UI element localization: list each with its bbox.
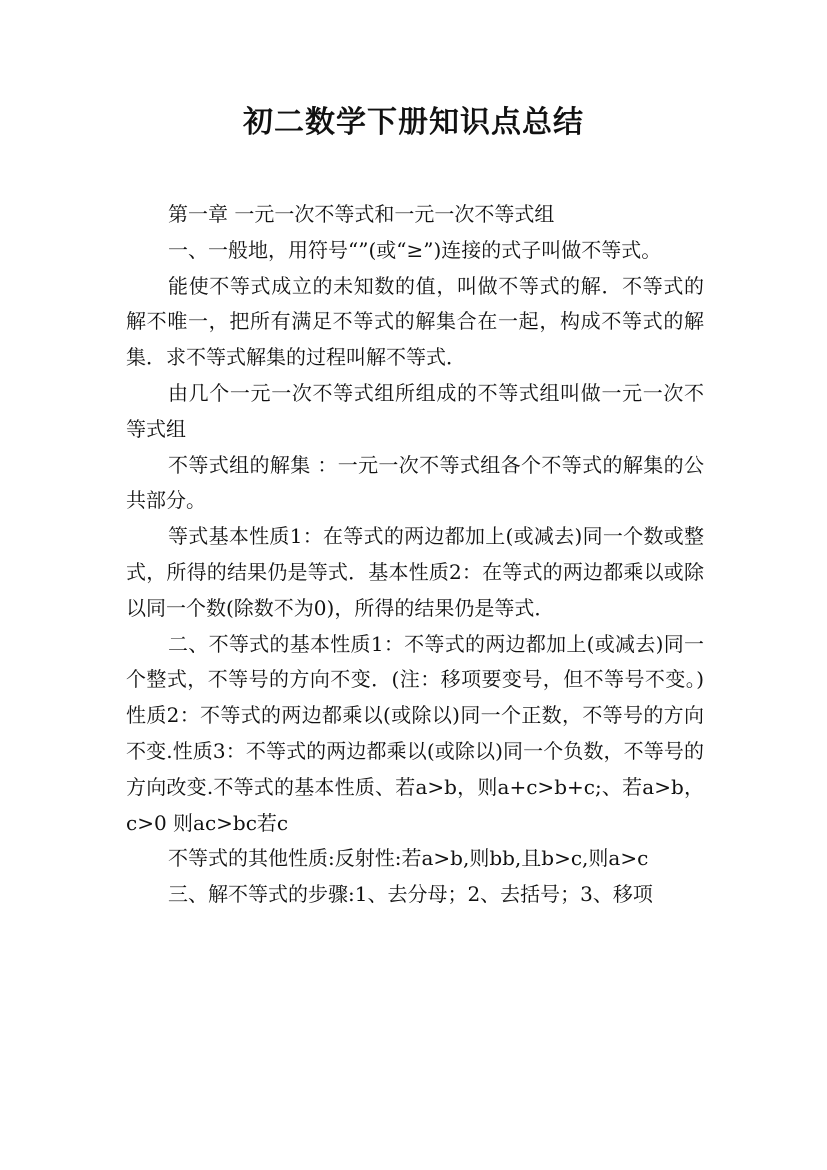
paragraph-inequality-system: 由几个一元一次不等式组所组成的不等式组叫做一元一次不等式组 <box>126 380 704 441</box>
paragraph-solving-steps: 三、解不等式的步骤:1、去分母；2、去括号；3、移项 <box>168 882 653 907</box>
document-body <box>126 197 704 913</box>
paragraph-inequality-definition: 一、一般地，用符号“”(或“≥”)连接的式子叫做不等式。 <box>168 237 662 262</box>
paragraph-solution-set: 能使不等式成立的未知数的值，叫做不等式的解．不等式的解不唯一，把所有满足不等式的解集合在一起，构成不等式的解集．求不等式解集的过程叫解不等式． <box>126 273 704 370</box>
paragraph-system-solution-set: 不等式组的解集 ：一元一次不等式组各个不等式的解集的公共部分。 <box>126 452 704 513</box>
paragraph-inequality-properties: 二、不等式的基本性质1：不等式的两边都加上(或减去)同一个整式，不等号的方向不变．(注：移项要变号，但不等号不变。)性质2：不等式的两边都乘以(或除以)同一个正数，不等号的方向不变.性质3：不等式的两边都乘以(或除以)同一个负数，不等号的方向改变.不等式的基本性质、若a>b，则a+c>b+c;、若a>b，c>0 则ac>bc若c <box>126 631 704 835</box>
paragraph-other-properties: 不等式的其他性质:反射性:若a>b,则bb,且b>c,则a>c <box>168 846 649 871</box>
paragraph-chapter-heading: 第一章 一元一次不等式和一元一次不等式组 <box>168 202 555 226</box>
document-title: 初二数学下册知识点总结 <box>243 105 584 140</box>
paragraph-equation-properties: 等式基本性质1：在等式的两边都加上(或减去)同一个数或整式，所得的结果仍是等式．基本性质2：在等式的两边都乘以或除以同一个数(除数不为0)，所得的结果仍是等式． <box>126 524 704 620</box>
